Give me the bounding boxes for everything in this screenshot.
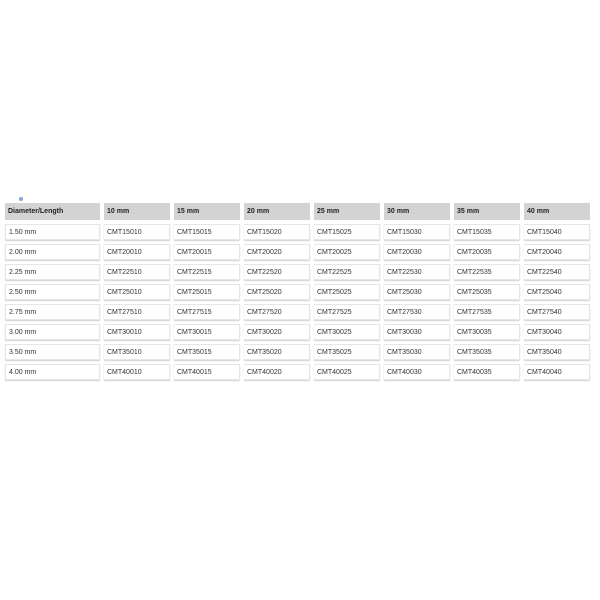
- product-code-cell: CMT30010: [104, 324, 170, 340]
- product-code-cell: CMT22520: [244, 264, 310, 280]
- product-code-cell: CMT20040: [524, 244, 590, 260]
- column-header-10mm: 10 mm: [104, 203, 170, 220]
- product-code-cell: CMT22535: [454, 264, 520, 280]
- product-code-cell: CMT15030: [384, 224, 450, 240]
- row-label-diameter: 1.50 mm: [5, 224, 100, 240]
- product-code-cell: CMT30030: [384, 324, 450, 340]
- product-code-cell: CMT40035: [454, 364, 520, 380]
- product-code-cell: CMT22515: [174, 264, 240, 280]
- bullet-dot-icon: [19, 197, 23, 201]
- product-code-cell: CMT15035: [454, 224, 520, 240]
- product-code-cell: CMT35035: [454, 344, 520, 360]
- product-code-cell: CMT20035: [454, 244, 520, 260]
- product-code-cell: CMT25040: [524, 284, 590, 300]
- product-code-cell: CMT27525: [314, 304, 380, 320]
- row-label-diameter: 2.50 mm: [5, 284, 100, 300]
- row-label-diameter: 3.00 mm: [5, 324, 100, 340]
- column-header-diameter-length: Diameter/Length: [5, 203, 100, 220]
- column-header-15mm: 15 mm: [174, 203, 240, 220]
- product-code-cell: CMT35040: [524, 344, 590, 360]
- product-code-cell: CMT35030: [384, 344, 450, 360]
- product-code-cell: CMT15025: [314, 224, 380, 240]
- product-code-cell: CMT27520: [244, 304, 310, 320]
- product-code-cell: CMT22510: [104, 264, 170, 280]
- product-code-cell: CMT15015: [174, 224, 240, 240]
- product-code-cell: CMT25030: [384, 284, 450, 300]
- product-code-cell: CMT30035: [454, 324, 520, 340]
- column-header-20mm: 20 mm: [244, 203, 310, 220]
- product-code-cell: CMT35020: [244, 344, 310, 360]
- product-code-cell: CMT40025: [314, 364, 380, 380]
- product-code-cell: CMT27530: [384, 304, 450, 320]
- row-label-diameter: 3.50 mm: [5, 344, 100, 360]
- column-header-30mm: 30 mm: [384, 203, 450, 220]
- product-code-cell: CMT30015: [174, 324, 240, 340]
- product-code-table: [5, 203, 595, 380]
- product-code-cell: CMT40015: [174, 364, 240, 380]
- product-code-cell: CMT22540: [524, 264, 590, 280]
- column-header-25mm: 25 mm: [314, 203, 380, 220]
- product-code-cell: CMT27515: [174, 304, 240, 320]
- product-code-cell: CMT20025: [314, 244, 380, 260]
- product-code-cell: CMT22530: [384, 264, 450, 280]
- product-code-cell: CMT35010: [104, 344, 170, 360]
- product-code-cell: CMT40020: [244, 364, 310, 380]
- product-code-cell: CMT15040: [524, 224, 590, 240]
- product-code-cell: CMT30025: [314, 324, 380, 340]
- product-code-cell: CMT27535: [454, 304, 520, 320]
- product-code-cell: CMT25035: [454, 284, 520, 300]
- product-code-cell: CMT27540: [524, 304, 590, 320]
- row-label-diameter: 4.00 mm: [5, 364, 100, 380]
- product-code-cell: CMT27510: [104, 304, 170, 320]
- row-label-diameter: 2.00 mm: [5, 244, 100, 260]
- product-code-cell: CMT20020: [244, 244, 310, 260]
- product-code-cell: CMT22525: [314, 264, 380, 280]
- product-code-cell: CMT25025: [314, 284, 380, 300]
- product-code-cell: CMT20015: [174, 244, 240, 260]
- row-label-diameter: 2.25 mm: [5, 264, 100, 280]
- product-code-cell: CMT40010: [104, 364, 170, 380]
- product-code-cell: CMT25010: [104, 284, 170, 300]
- product-code-cell: CMT20030: [384, 244, 450, 260]
- column-header-35mm: 35 mm: [454, 203, 520, 220]
- product-code-cell: CMT25015: [174, 284, 240, 300]
- row-label-diameter: 2.75 mm: [5, 304, 100, 320]
- product-code-cell: CMT30040: [524, 324, 590, 340]
- product-code-cell: CMT15010: [104, 224, 170, 240]
- product-code-cell: CMT20010: [104, 244, 170, 260]
- column-header-40mm: 40 mm: [524, 203, 590, 220]
- product-code-cell: CMT40030: [384, 364, 450, 380]
- product-code-cell: CMT35025: [314, 344, 380, 360]
- product-code-cell: CMT25020: [244, 284, 310, 300]
- product-code-cell: CMT15020: [244, 224, 310, 240]
- product-code-cell: CMT40040: [524, 364, 590, 380]
- product-code-cell: CMT35015: [174, 344, 240, 360]
- product-code-cell: CMT30020: [244, 324, 310, 340]
